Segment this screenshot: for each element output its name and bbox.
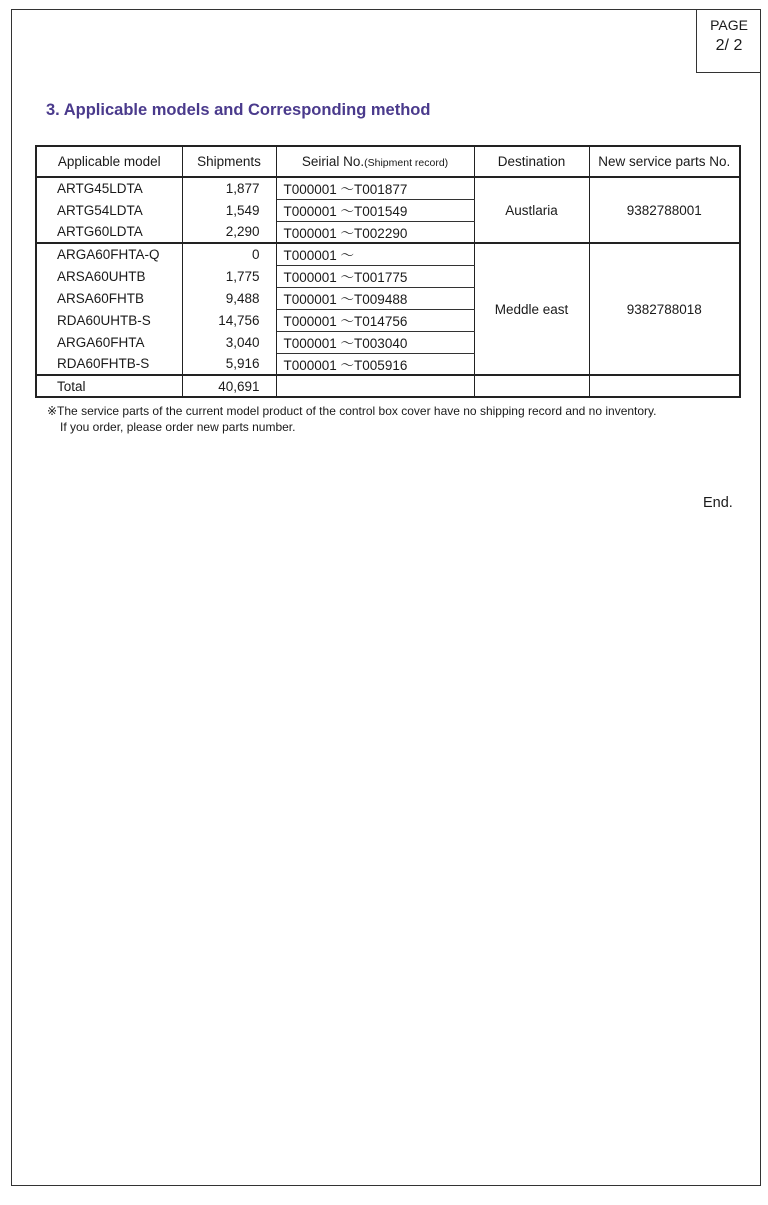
parts-no-cell: 9382788018 bbox=[626, 301, 702, 317]
destination-cell: Meddle east bbox=[474, 243, 589, 375]
destination-cell: Austlaria bbox=[474, 177, 589, 243]
header-serial-main: Seirial No. bbox=[301, 154, 365, 169]
model-cell: ARGA60FHTA bbox=[36, 331, 182, 353]
table-row bbox=[36, 243, 740, 265]
shipments-cell: 9,488 bbox=[182, 287, 276, 309]
total-destination-empty bbox=[474, 375, 589, 397]
shipments-cell: 5,916 bbox=[182, 353, 276, 375]
footnote-line-2: If you order, please order new parts number. bbox=[60, 420, 296, 434]
model-cell: RDA60UHTB-S bbox=[36, 309, 182, 331]
header-serial-sub: (Shipment record) bbox=[364, 157, 449, 169]
total-row bbox=[36, 375, 740, 397]
shipments-cell: 0 bbox=[182, 243, 276, 265]
serial-cell: T000001 ～T002290 bbox=[276, 221, 474, 243]
model-cell: ARTG54LDTA bbox=[36, 199, 182, 221]
serial-cell: T000001 ～T001549 bbox=[276, 199, 474, 221]
serial-cell: T000001 ～T005916 bbox=[276, 353, 474, 375]
table-header-row bbox=[36, 146, 740, 177]
serial-cell: T000001 ～T014756 bbox=[276, 309, 474, 331]
shipments-cell: 3,040 bbox=[182, 331, 276, 353]
models-table bbox=[35, 145, 741, 398]
shipments-cell: 2,290 bbox=[182, 221, 276, 243]
header-parts: New service parts No. bbox=[589, 146, 740, 177]
shipments-cell: 1,549 bbox=[182, 199, 276, 221]
serial-cell: T000001 ～ bbox=[276, 243, 474, 265]
total-parts-empty bbox=[589, 375, 740, 397]
serial-cell: T000001 ～T003040 bbox=[276, 331, 474, 353]
page-number: 2/ 2 bbox=[715, 37, 743, 54]
shipments-cell: 1,877 bbox=[182, 177, 276, 199]
page-number-box bbox=[696, 9, 761, 73]
serial-cell: T000001 ～T009488 bbox=[276, 287, 474, 309]
total-serial-empty bbox=[276, 375, 474, 397]
header-serial bbox=[276, 146, 474, 177]
table-row bbox=[36, 177, 740, 199]
serial-cell: T000001 ～T001877 bbox=[276, 177, 474, 199]
page-label: PAGE bbox=[710, 17, 748, 33]
shipments-cell: 14,756 bbox=[182, 309, 276, 331]
shipments-cell: 1,775 bbox=[182, 265, 276, 287]
serial-cell: T000001 ～T001775 bbox=[276, 265, 474, 287]
model-cell: ARTG45LDTA bbox=[36, 177, 182, 199]
footnote-line-1: ※The service parts of the current model product of the control box cover have no shipping record and no inventory. bbox=[47, 404, 657, 418]
model-cell: ARTG60LDTA bbox=[36, 221, 182, 243]
model-cell: ARSA60UHTB bbox=[36, 265, 182, 287]
section-heading: 3. Applicable models and Corresponding method bbox=[46, 101, 431, 119]
model-cell: ARGA60FHTA-Q bbox=[36, 243, 182, 265]
model-cell: ARSA60FHTB bbox=[36, 287, 182, 309]
total-label: Total bbox=[36, 375, 182, 397]
end-mark: End. bbox=[703, 495, 733, 511]
model-cell: RDA60FHTB-S bbox=[36, 353, 182, 375]
header-model: Applicable model bbox=[36, 146, 182, 177]
header-shipments: Shipments bbox=[182, 146, 276, 177]
header-destination: Destination bbox=[474, 146, 589, 177]
parts-no-cell: 9382788001 bbox=[589, 177, 740, 243]
footnote bbox=[47, 403, 657, 435]
total-value: 40,691 bbox=[182, 375, 276, 397]
